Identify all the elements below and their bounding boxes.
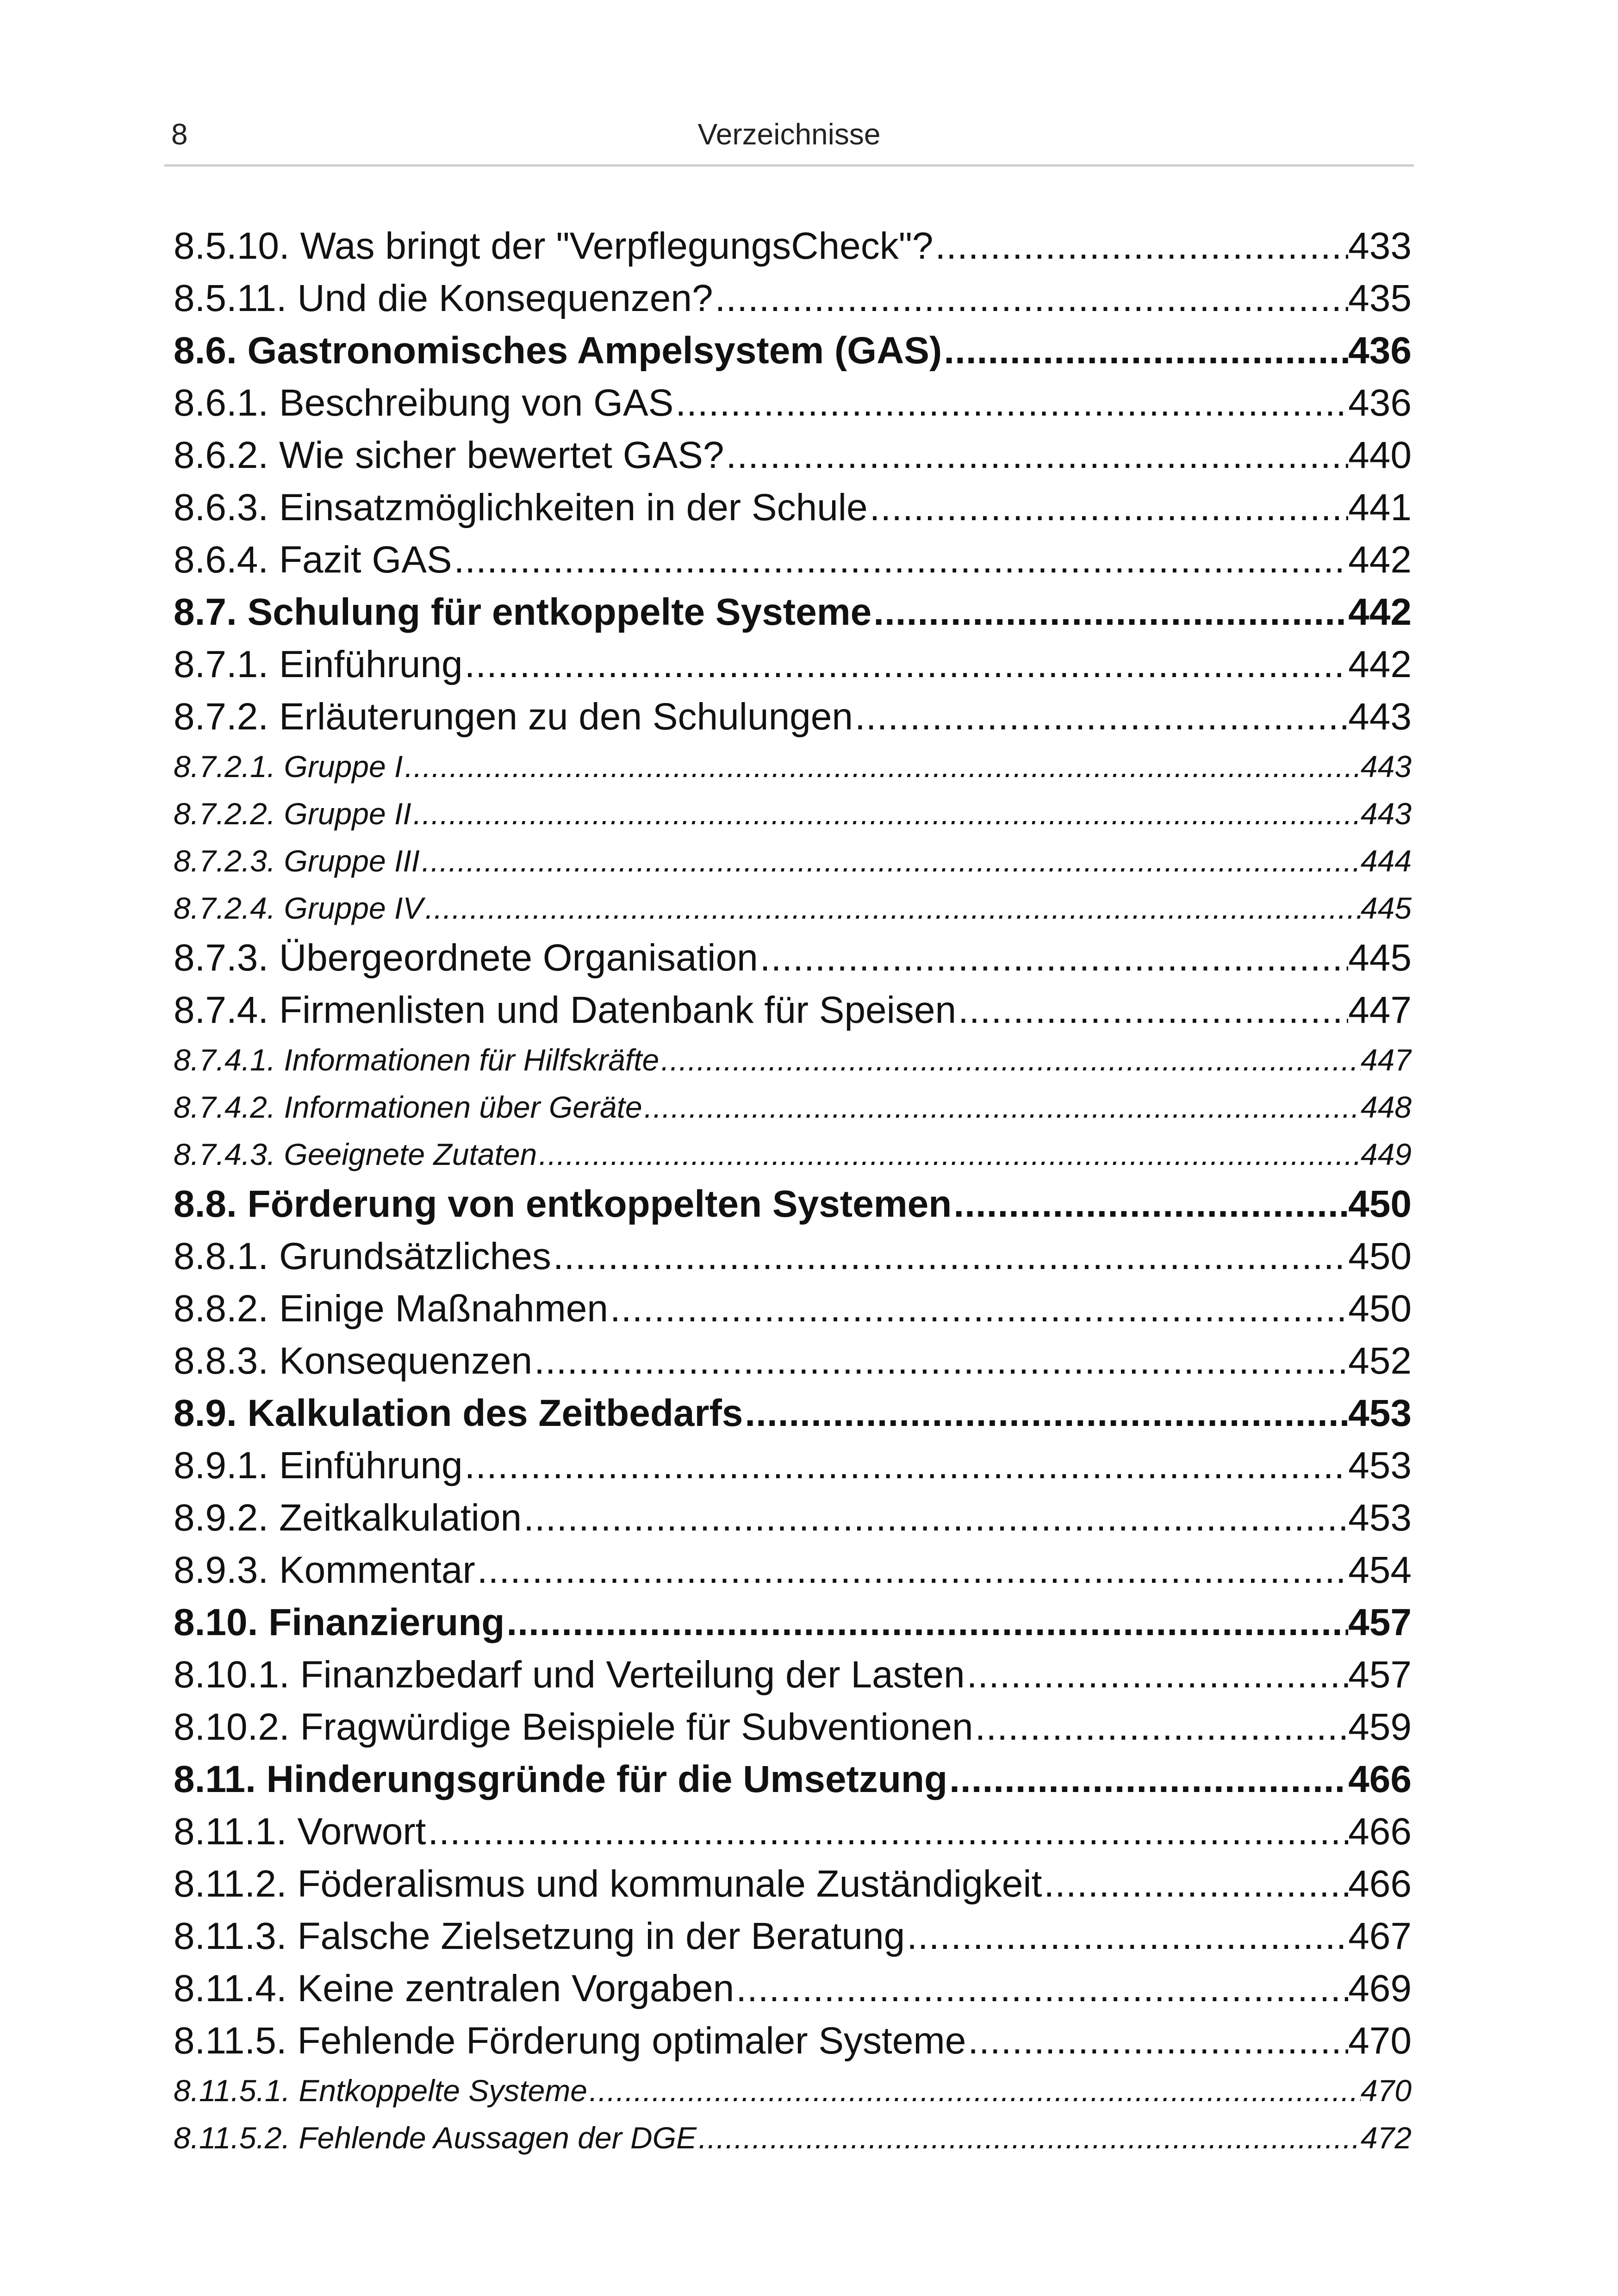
toc-dot-leader xyxy=(871,586,1348,638)
toc-entry-title: 8.11.5.1. Entkoppelte Systeme xyxy=(174,2073,587,2108)
toc-dot-leader xyxy=(933,220,1348,272)
toc-entry-page-number: 470 xyxy=(1348,2020,1412,2062)
toc-dot-leader xyxy=(1042,1858,1348,1910)
toc-dot-leader xyxy=(537,1131,1361,1178)
toc-entry xyxy=(174,1962,1412,2015)
toc-entry xyxy=(174,1387,1412,1439)
toc-entry-title: 8.7.2.2. Gruppe II xyxy=(174,796,411,831)
toc-entry-page-number: 450 xyxy=(1348,1235,1412,1277)
toc-entry-page-number: 466 xyxy=(1348,1758,1412,1800)
toc-dot-leader xyxy=(551,1230,1348,1282)
toc-entry xyxy=(174,1492,1412,1544)
toc-dot-leader xyxy=(947,1753,1348,1805)
toc-entry-title: 8.10.1. Finanzbedarf und Verteilung der Lasten xyxy=(174,1654,965,1696)
toc-entry-title: 8.10. Finanzierung xyxy=(174,1601,505,1643)
toc-dot-leader xyxy=(734,1962,1348,2015)
toc-entry-title: 8.10.2. Fragwürdige Beispiele für Subventionen xyxy=(174,1706,973,1748)
toc-entry-title: 8.5.11. Und die Konsequenzen? xyxy=(174,277,713,319)
toc-entry xyxy=(174,884,1412,932)
toc-entry xyxy=(174,1131,1412,1178)
toc-entry-title: 8.7.4.1. Informationen für Hilfskräfte xyxy=(174,1043,660,1077)
toc-entry xyxy=(174,1910,1412,1962)
toc-entry-title: 8.11.5. Fehlende Förderung optimaler Systeme xyxy=(174,2020,966,2062)
toc-entry xyxy=(174,1701,1412,1753)
toc-entry xyxy=(174,272,1412,324)
toc-dot-leader xyxy=(868,481,1349,534)
toc-entry-page-number: 448 xyxy=(1360,1090,1412,1124)
toc-entry xyxy=(174,586,1412,638)
toc-entry-page-number: 450 xyxy=(1348,1183,1412,1225)
toc-entry-title: 8.7.2.3. Gruppe III xyxy=(174,844,420,878)
toc-dot-leader xyxy=(463,638,1349,691)
toc-dot-leader xyxy=(673,377,1348,429)
toc-entry xyxy=(174,932,1412,984)
toc-dot-leader xyxy=(411,790,1361,837)
toc-entry xyxy=(174,790,1412,837)
toc-entry-page-number: 445 xyxy=(1348,937,1412,979)
toc-entry-title: 8.7. Schulung für entkoppelte Systeme xyxy=(174,591,872,633)
toc-entry-page-number: 447 xyxy=(1348,989,1412,1031)
toc-entry-title: 8.7.2. Erläuterungen zu den Schulungen xyxy=(174,696,853,738)
toc-dot-leader xyxy=(697,2114,1361,2161)
toc-entry-page-number: 452 xyxy=(1348,1340,1412,1382)
toc-entry-page-number: 450 xyxy=(1348,1288,1412,1330)
toc-dot-leader xyxy=(965,1649,1349,1701)
toc-entry-title: 8.7.4.2. Informationen über Geräte xyxy=(174,1090,642,1124)
toc-entry-page-number: 442 xyxy=(1348,643,1412,685)
toc-entry xyxy=(174,1230,1412,1282)
toc-entry-page-number: 472 xyxy=(1360,2121,1412,2155)
toc-entry xyxy=(174,2114,1412,2161)
toc-entry-page-number: 469 xyxy=(1348,1967,1412,2010)
toc-dot-leader xyxy=(504,1596,1348,1649)
toc-entry-page-number: 457 xyxy=(1348,1601,1412,1643)
toc-entry-page-number: 445 xyxy=(1360,891,1412,925)
toc-entry-page-number: 447 xyxy=(1360,1043,1412,1077)
toc-entry-page-number: 454 xyxy=(1348,1549,1412,1591)
toc-entry xyxy=(174,743,1412,790)
toc-entry-page-number: 470 xyxy=(1360,2073,1412,2108)
toc-entry xyxy=(174,1649,1412,1701)
toc-dot-leader xyxy=(956,984,1348,1036)
toc-entry-title: 8.6.1. Beschreibung von GAS xyxy=(174,382,674,424)
toc-entry-page-number: 467 xyxy=(1348,1915,1412,1957)
toc-entry-page-number: 441 xyxy=(1348,486,1412,529)
toc-entry xyxy=(174,1858,1412,1910)
toc-entry-title: 8.11.2. Föderalismus und kommunale Zuständigkeit xyxy=(174,1863,1042,1905)
toc-entry xyxy=(174,1036,1412,1083)
toc-dot-leader xyxy=(522,1492,1348,1544)
toc-entry-page-number: 453 xyxy=(1348,1497,1412,1539)
toc-entry-title: 8.7.4. Firmenlisten und Datenbank für Speisen xyxy=(174,989,957,1031)
toc-entry xyxy=(174,2067,1412,2114)
toc-entry-title: 8.5.10. Was bringt der "VerpflegungsCheck"? xyxy=(174,225,933,267)
toc-entry-page-number: 443 xyxy=(1360,749,1412,784)
toc-dot-leader xyxy=(532,1335,1348,1387)
toc-entry xyxy=(174,1439,1412,1492)
toc-dot-leader xyxy=(403,743,1361,790)
page-header xyxy=(164,113,1414,167)
toc-entry-title: 8.11.1. Vorwort xyxy=(174,1811,426,1853)
toc-dot-leader xyxy=(420,837,1361,884)
toc-entry-page-number: 459 xyxy=(1348,1706,1412,1748)
toc-entry-page-number: 443 xyxy=(1348,696,1412,738)
toc-entry xyxy=(174,220,1412,272)
toc-entry-title: 8.8. Förderung von entkoppelten Systemen xyxy=(174,1183,952,1225)
toc-entry-title: 8.7.2.4. Gruppe IV xyxy=(174,891,423,925)
toc-entry-page-number: 435 xyxy=(1348,277,1412,319)
toc-dot-leader xyxy=(463,1439,1349,1492)
toc-dot-leader xyxy=(724,429,1349,481)
toc-dot-leader xyxy=(587,2067,1361,2114)
toc-entry-title: 8.11. Hinderungsgründe für die Umsetzung xyxy=(174,1758,948,1800)
toc-dot-leader xyxy=(966,2015,1348,2067)
toc-entry-title: 8.8.1. Grundsätzliches xyxy=(174,1235,551,1277)
toc-dot-leader xyxy=(973,1701,1349,1753)
toc-entry-title: 8.6.4. Fazit GAS xyxy=(174,539,452,581)
toc-entry xyxy=(174,534,1412,586)
toc-entry-title: 8.6.3. Einsatzmöglichkeiten in der Schule xyxy=(174,486,868,529)
toc-dot-leader xyxy=(423,884,1361,932)
toc-entry-title: 8.6.2. Wie sicher bewertet GAS? xyxy=(174,434,724,476)
toc-entry xyxy=(174,1335,1412,1387)
toc-dot-leader xyxy=(475,1544,1348,1596)
toc-dot-leader xyxy=(426,1805,1348,1858)
toc-entry xyxy=(174,638,1412,691)
toc-entry xyxy=(174,984,1412,1036)
table-of-contents xyxy=(174,220,1412,2161)
toc-dot-leader xyxy=(608,1282,1348,1335)
toc-entry xyxy=(174,2015,1412,2067)
toc-entry-page-number: 440 xyxy=(1348,434,1412,476)
toc-dot-leader xyxy=(905,1910,1348,1962)
toc-entry-page-number: 457 xyxy=(1348,1654,1412,1696)
toc-entry-page-number: 449 xyxy=(1360,1137,1412,1171)
toc-entry xyxy=(174,377,1412,429)
toc-entry xyxy=(174,1178,1412,1230)
toc-entry xyxy=(174,1544,1412,1596)
toc-dot-leader xyxy=(853,691,1348,743)
toc-entry xyxy=(174,324,1412,377)
toc-entry xyxy=(174,1753,1412,1805)
toc-entry xyxy=(174,429,1412,481)
toc-entry-page-number: 466 xyxy=(1348,1811,1412,1853)
toc-entry-title: 8.11.3. Falsche Zielsetzung in der Beratung xyxy=(174,1915,905,1957)
running-header-title: Verzeichnisse xyxy=(697,118,881,151)
toc-entry xyxy=(174,1596,1412,1649)
toc-entry-page-number: 466 xyxy=(1348,1863,1412,1905)
toc-entry-page-number: 436 xyxy=(1348,330,1412,372)
toc-entry-page-number: 442 xyxy=(1348,539,1412,581)
toc-entry-page-number: 442 xyxy=(1348,591,1412,633)
toc-dot-leader xyxy=(952,1178,1348,1230)
toc-entry xyxy=(174,481,1412,534)
toc-dot-leader xyxy=(452,534,1349,586)
toc-dot-leader xyxy=(743,1387,1348,1439)
toc-entry-page-number: 436 xyxy=(1348,382,1412,424)
toc-entry-page-number: 453 xyxy=(1348,1444,1412,1487)
toc-entry-title: 8.9.1. Einführung xyxy=(174,1444,463,1487)
toc-entry-title: 8.7.4.3. Geeignete Zutaten xyxy=(174,1137,537,1171)
toc-entry-title: 8.7.1. Einführung xyxy=(174,643,463,685)
toc-entry-title: 8.11.4. Keine zentralen Vorgaben xyxy=(174,1967,734,2010)
toc-dot-leader xyxy=(642,1083,1361,1131)
toc-entry-title: 8.7.2.1. Gruppe I xyxy=(174,749,403,784)
toc-entry-page-number: 453 xyxy=(1348,1392,1412,1434)
toc-dot-leader xyxy=(758,932,1348,984)
toc-entry-title: 8.6. Gastronomisches Ampelsystem (GAS) xyxy=(174,330,942,372)
toc-entry xyxy=(174,691,1412,743)
toc-entry-title: 8.9.2. Zeitkalkulation xyxy=(174,1497,522,1539)
toc-entry xyxy=(174,1282,1412,1335)
toc-entry-page-number: 433 xyxy=(1348,225,1412,267)
toc-entry xyxy=(174,1083,1412,1131)
toc-entry-page-number: 443 xyxy=(1360,796,1412,831)
toc-entry-title: 8.9.3. Kommentar xyxy=(174,1549,475,1591)
toc-entry-title: 8.8.2. Einige Maßnahmen xyxy=(174,1288,608,1330)
toc-entry-title: 8.7.3. Übergeordnete Organisation xyxy=(174,937,758,979)
toc-entry-page-number: 444 xyxy=(1360,844,1412,878)
toc-entry-title: 8.8.3. Konsequenzen xyxy=(174,1340,533,1382)
toc-entry xyxy=(174,837,1412,884)
toc-entry-title: 8.9. Kalkulation des Zeitbedarfs xyxy=(174,1392,743,1434)
toc-dot-leader xyxy=(713,272,1349,324)
toc-dot-leader xyxy=(659,1036,1361,1083)
page-number: 8 xyxy=(171,118,188,151)
toc-entry xyxy=(174,1805,1412,1858)
toc-dot-leader xyxy=(942,324,1348,377)
toc-entry-title: 8.11.5.2. Fehlende Aussagen der DGE xyxy=(174,2121,697,2155)
